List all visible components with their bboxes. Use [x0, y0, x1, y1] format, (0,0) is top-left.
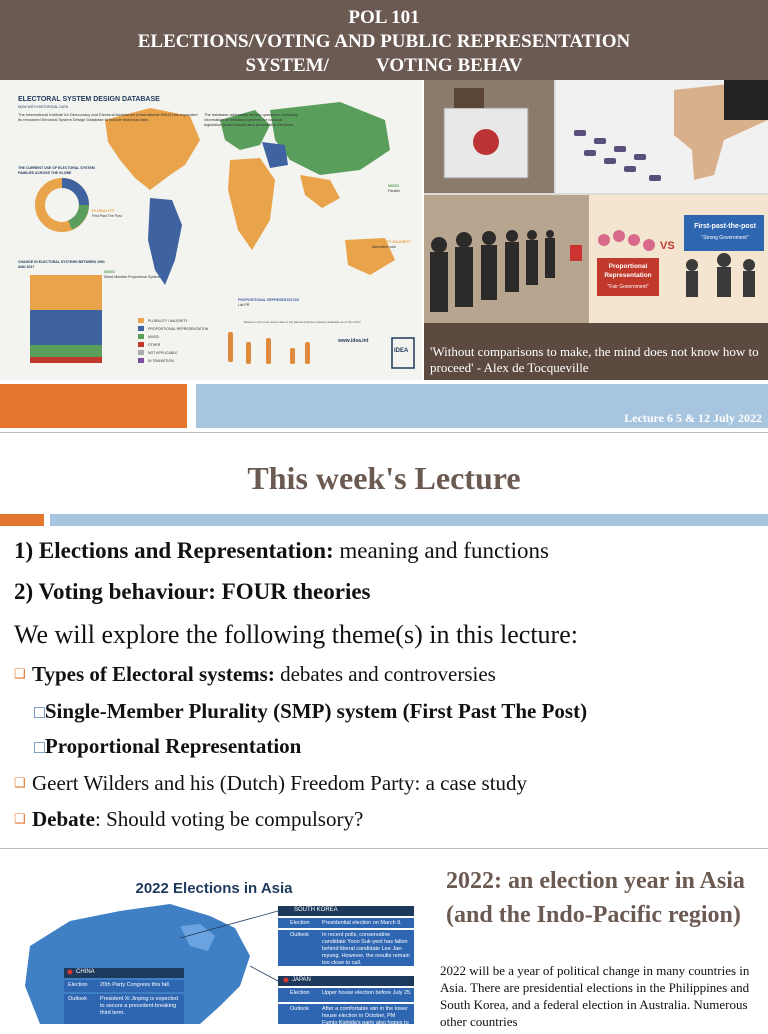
- sub-bullet-smp: [34, 699, 587, 724]
- sub-bullet-icon: □: [34, 702, 45, 722]
- infographic-heading: ELECTORAL SYSTEM DESIGN DATABASE: [18, 96, 160, 103]
- sub-bullet-icon: □: [34, 737, 45, 757]
- cn-outlook-label: Outlook: [68, 996, 87, 1002]
- mixed-sub: Parallel: [388, 189, 400, 193]
- themes-intro: We will explore the following theme(s) in this lecture:: [14, 620, 578, 649]
- bullet-1-rest: debates and controversies: [274, 662, 496, 686]
- bullet-icon: ❑: [14, 811, 26, 826]
- bullet-1-bold: Types of Electoral systems:: [32, 662, 275, 686]
- change-label: CHANGE IN ELECTORAL SYSTEMS BETWEEN 1991 AND 2017: [18, 260, 105, 269]
- mixed-label: MIXED: [104, 270, 116, 274]
- jp-outlook: After a comfortable win in the lower house election in October, PM Fumio Kishida's party also hopes to dominate the upper house election.: [322, 1006, 409, 1033]
- asia-infographic-title: 2022 Elections in Asia: [135, 880, 293, 897]
- pr-cartoon-sub: "Fair Government": [607, 284, 649, 290]
- infographic-intro-right: The database addresses six key questions, including information on electoral systems for national legislative (lower house) and presidential elections.: [204, 112, 298, 127]
- slide-divider: [0, 848, 768, 849]
- jp-outlook-label: Outlook: [290, 1006, 309, 1012]
- title-line-1: ELECTIONS/VOTING AND PUBLIC REPRESENTATION: [137, 31, 631, 52]
- vs-label: VS: [660, 240, 675, 252]
- idea-website: www.idea.int: [338, 338, 369, 344]
- title-line-2: SYSTEM/ VOTING BEHAV: [245, 55, 523, 76]
- slide3-body: 2022 will be a year of political change in many countries in Asia. There are presidential elections in the Philippines and South Korea, and a federal election in Australia. Numerous other countries: [440, 963, 750, 1029]
- jp-election-label: Election: [290, 990, 310, 996]
- sk-outlook: In recent polls, conservative candidate Yoon Suk-yeol has fallen behind liberal candidate Lee Jae-myung. However, the results remain too close to call.: [322, 932, 410, 966]
- infographic-subheading: NOW WITH HISTORICAL DATA: [18, 105, 69, 109]
- slide3-title: 2022: an election year in Asia (and the Indo-Pacific region): [446, 868, 745, 928]
- sub-bullet-1: Single-Member Plurality (SMP) system (First Past The Post): [44, 699, 588, 723]
- plurality-sub: First Past The Post: [92, 214, 122, 218]
- cn-election-label: Election: [68, 982, 88, 988]
- plurality-label: PLURALITY: [92, 208, 115, 213]
- infographic-footnote: Based on the most recent data in the Electoral System Design database as of Nov 2017: [244, 320, 361, 324]
- sk-outlook-label: Outlook: [290, 932, 309, 938]
- japan-label: JAPAN: [292, 977, 311, 983]
- bullet-icon: ❑: [14, 775, 26, 790]
- south-korea-label: SOUTH KOREA: [294, 907, 338, 913]
- slide1-title: [0, 6, 768, 78]
- legend-item: MIXED: [148, 335, 160, 339]
- infographic-intro-left: The International Institute for Democracy and Electoral Assistance (International IDEA) has expanded its renowned Electoral System Design Database to include historical data.: [18, 112, 198, 122]
- majority-sub: Alternative vote: [372, 245, 397, 249]
- fptp-sub: "Strong Government": [701, 235, 749, 241]
- legend-item: PLURALITY / MAJORITY: [148, 319, 188, 323]
- bullet-2-text: Geert Wilders and his (Dutch) Freedom Party: a case study: [32, 771, 528, 795]
- lecture-date: Lecture 6 5 & 12 July 2022: [624, 411, 762, 425]
- legend-item: OTHER: [148, 343, 161, 347]
- legend-item: IN TRANSITION: [148, 359, 174, 363]
- legend-item: NOT APPLICABLE: [148, 351, 178, 355]
- agenda-item-1: [14, 538, 549, 564]
- sub-bullet-pr: [34, 734, 301, 759]
- cn-election: 20th Party Congress this fall.: [100, 982, 171, 988]
- sk-election-label: Election: [290, 920, 310, 926]
- agenda-item-1-rest: meaning and functions: [333, 538, 549, 563]
- current-use-label: THE CURRENT USE OF ELECTORAL SYSTEM FAMILIES ACROSS THE GLOBE: [18, 166, 95, 175]
- legend-item: PROPORTIONAL REPRESENTATION: [148, 327, 209, 331]
- title-underline-blue: [50, 514, 768, 526]
- mixed2-sub: Mixed Member Proportional System: [104, 275, 160, 279]
- sk-election: Presidential election on March 9.: [322, 920, 402, 926]
- pr-label: PROPORTIONAL REPRESENTATION: [238, 298, 299, 302]
- agenda-item-2: 2) Voting behaviour: FOUR theories: [14, 579, 371, 604]
- mixed-label-right: MIXED: [388, 184, 400, 188]
- bullet-3-rest: : Should voting be compulsory?: [94, 807, 364, 831]
- majority-label: PLURALITY MAJORITY: [372, 240, 411, 244]
- infographic-legend: [148, 317, 208, 365]
- sub-bullet-2: Proportional Representation: [44, 734, 302, 758]
- asia-elections-infographic: [0, 866, 428, 1033]
- course-code: POL 101: [348, 7, 420, 28]
- china-label: CHINA: [76, 969, 95, 975]
- title-underline-orange: [0, 514, 44, 526]
- pr-cartoon-title: Proportional Representation: [604, 263, 652, 279]
- fptp-title: First-past-the-post: [694, 223, 756, 230]
- bullet-3-bold: Debate: [32, 807, 95, 831]
- slide2-title: This week's Lecture: [247, 460, 521, 496]
- footer-orange-bar: [0, 384, 187, 428]
- bullet-electoral-systems: [14, 662, 496, 687]
- cn-outlook: President Xi Jinping is expected to secure a precedent-breaking third term.: [100, 996, 178, 1016]
- electoral-database-infographic: [0, 80, 422, 380]
- tocqueville-quote: 'Without comparisons to make, the mind does not know how to proceed' - Alex de Tocqueville: [430, 344, 759, 375]
- idea-logo: IDEA: [394, 348, 409, 354]
- slide-divider: [0, 432, 768, 433]
- agenda-item-1-bold: 1) Elections and Representation:: [14, 538, 334, 563]
- pr-sub: List PR: [238, 303, 250, 307]
- bullet-debate: [14, 807, 363, 832]
- jp-election: Upper house election before July 25.: [322, 990, 412, 996]
- bullet-icon: ❑: [14, 666, 26, 681]
- bullet-wilders: [14, 771, 527, 796]
